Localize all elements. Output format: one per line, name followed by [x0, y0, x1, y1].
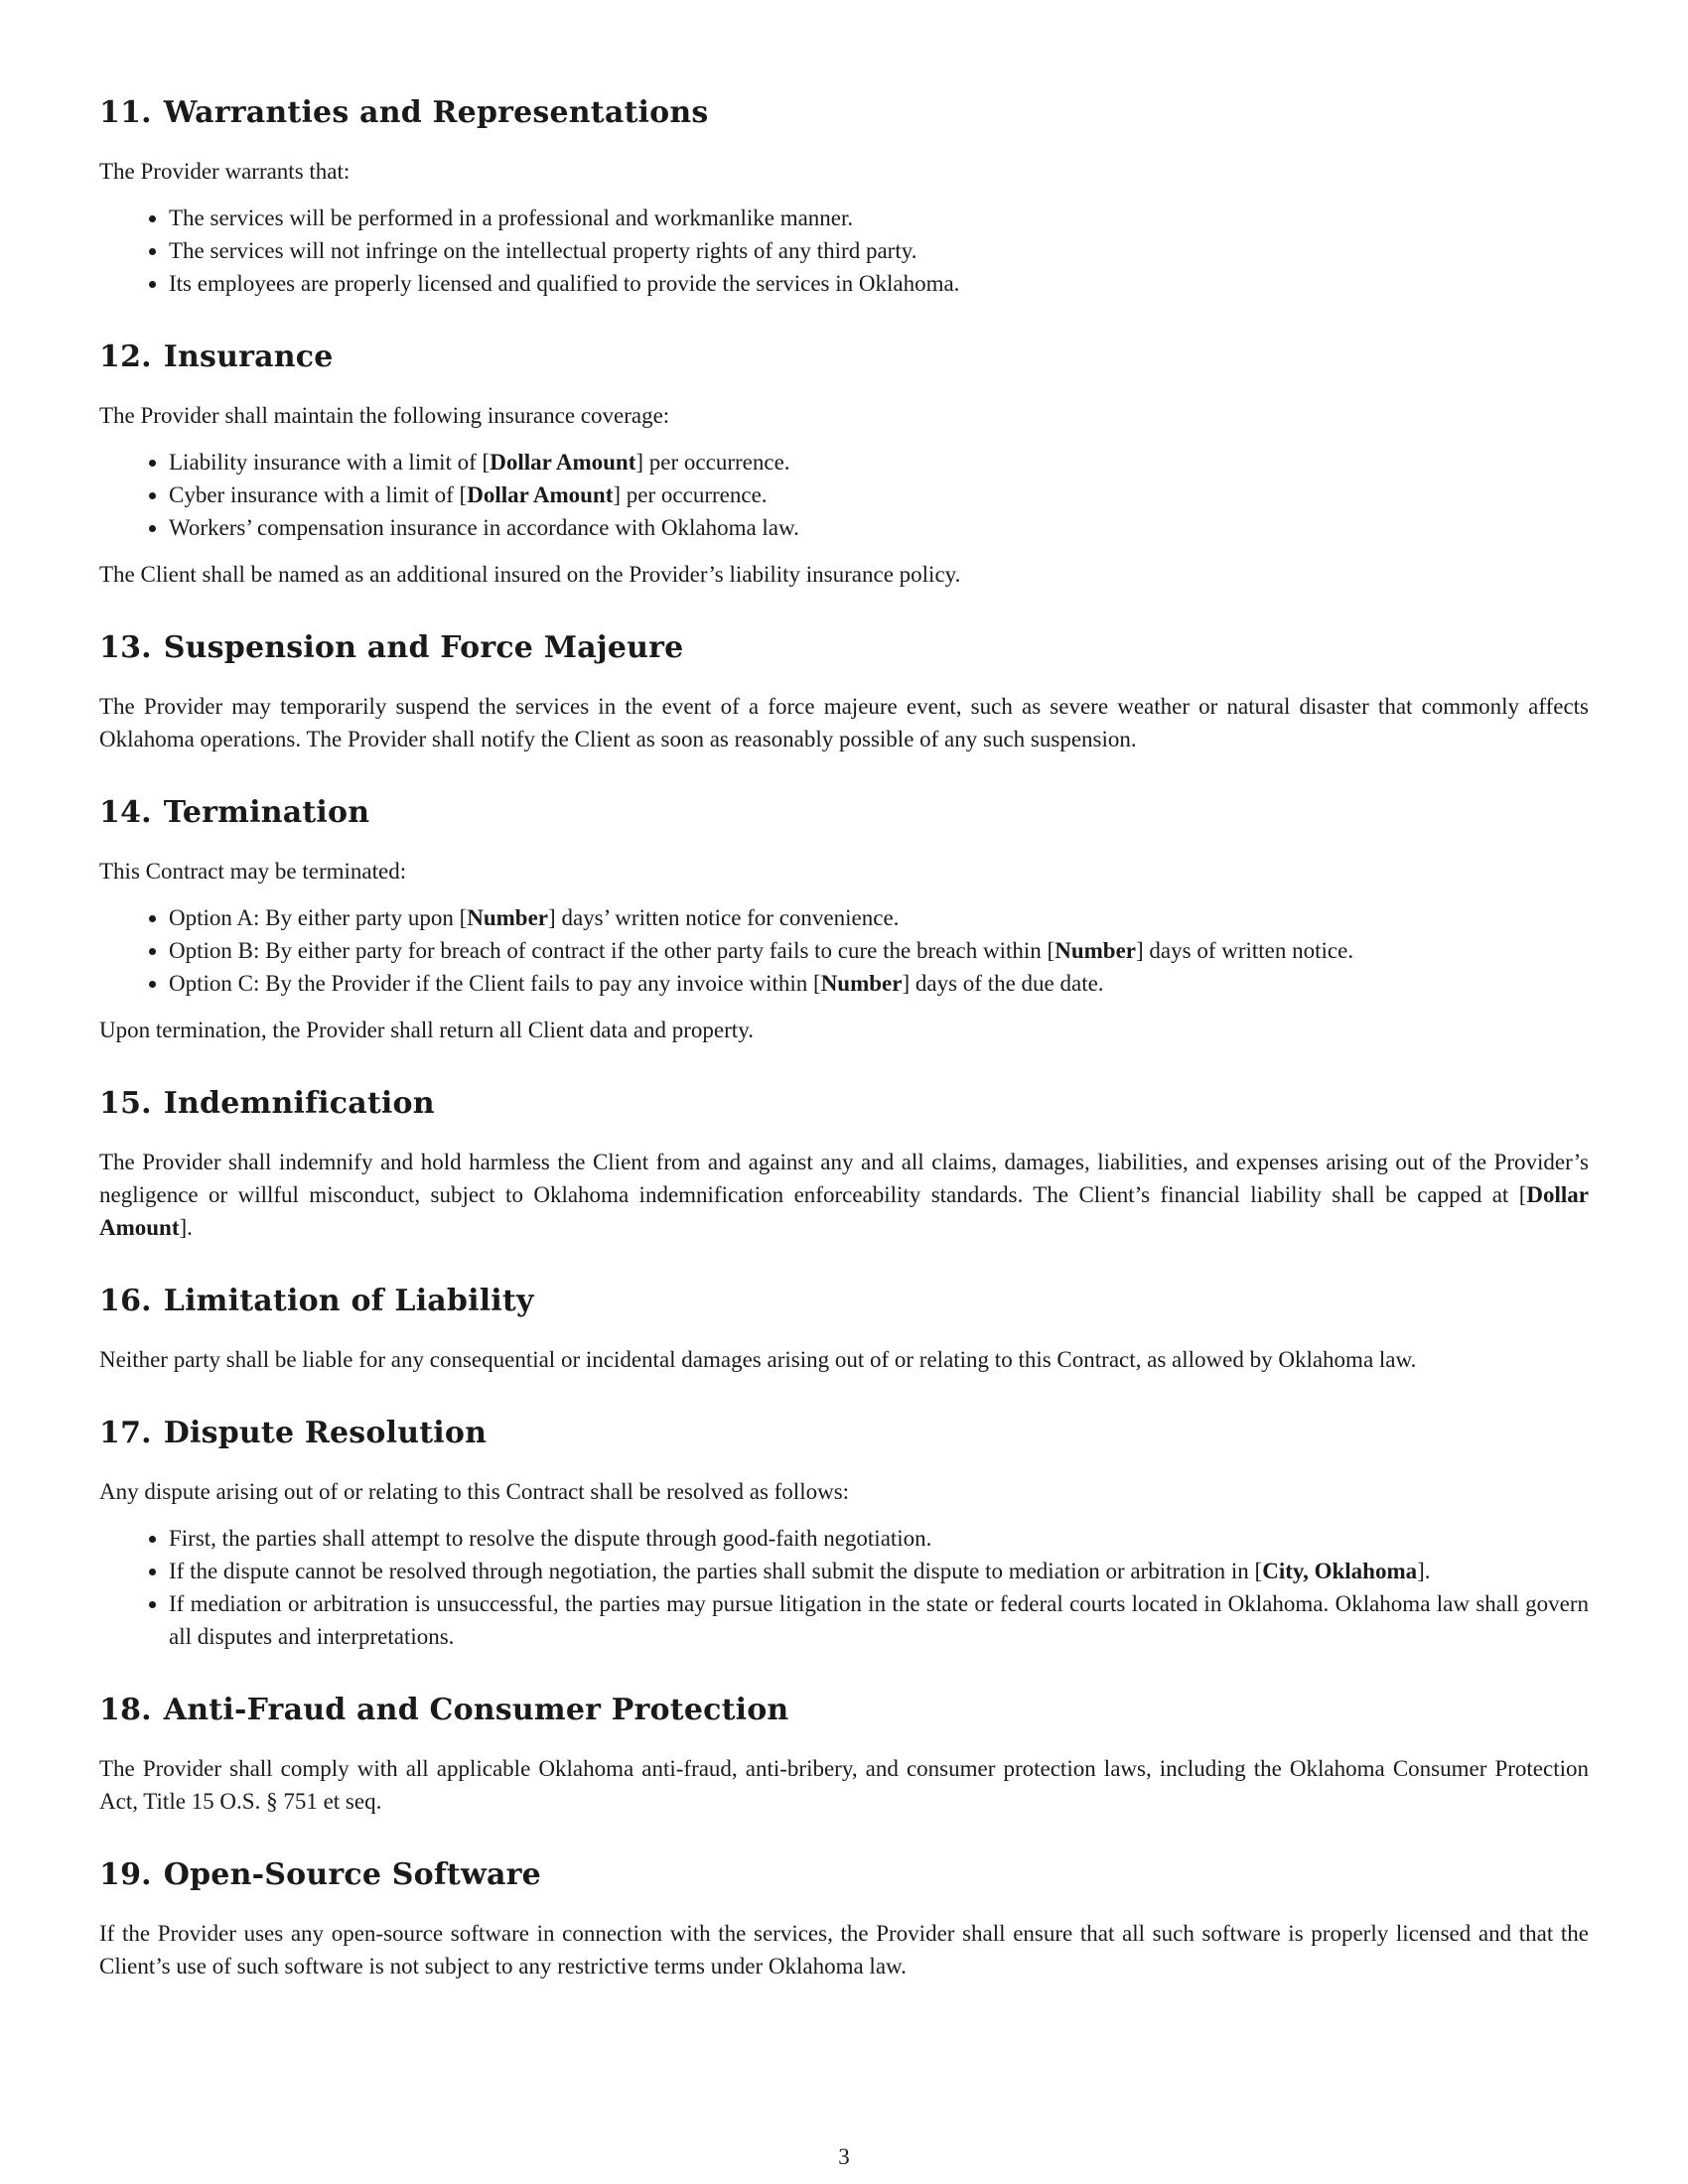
- placeholder-field: Dollar Amount: [99, 1182, 1589, 1240]
- bullet-list: [99, 901, 1589, 1000]
- section-heading: [99, 1082, 1589, 1126]
- section-paragraph: Any dispute arising out of or relating to this Contract shall be resolved as follows:: [99, 1479, 850, 1504]
- list-item: • Option A: By either party upon [Number] days’ written notice for convenience.: [169, 901, 1589, 934]
- section-closing-paragraph: The Client shall be named as an additional insured on the Provider’s liability insurance policy.: [99, 562, 961, 587]
- bullet-list: [99, 202, 1589, 300]
- placeholder-field: Dollar Amount: [490, 450, 636, 475]
- list-item: • First, the parties shall attempt to resolve the dispute through good-faith negotiation.: [169, 1522, 1589, 1555]
- section-11: [99, 91, 1589, 336]
- section-number: 17.: [99, 1416, 152, 1450]
- page-number: 3: [838, 2144, 850, 2169]
- section-title: Limitation of Liability: [163, 1284, 534, 1318]
- list-item: • If mediation or arbitration is unsuccessful, the parties may pursue litigation in the state or federal courts located in Oklahoma. Oklahoma law shall govern all disputes and interpretations.: [169, 1587, 1589, 1653]
- list-item: • Its employees are properly licensed and qualified to provide the services in Oklahoma.: [169, 267, 1589, 300]
- section-heading: [99, 1689, 1589, 1732]
- list-item: • The services will not infringe on the intellectual property rights of any third party.: [169, 234, 1589, 267]
- list-item: • If the dispute cannot be resolved through negotiation, the parties shall submit the dispute to mediation or arbitration in [City, Oklahoma].: [169, 1555, 1589, 1587]
- list-item: • Workers’ compensation insurance in accordance with Oklahoma law.: [169, 511, 1589, 544]
- section-paragraph: Neither party shall be liable for any consequential or incidental damages arising out of or relating to this Contract, as allowed by Oklahoma law.: [99, 1347, 1417, 1372]
- list-item: • Option B: By either party for breach of contract if the other party fails to cure the breach within [Number] days of written notice.: [169, 934, 1589, 967]
- section-number: 12.: [99, 340, 152, 374]
- section-title: Indemnification: [163, 1086, 435, 1121]
- section-number: 13.: [99, 630, 152, 665]
- section-paragraph: The Provider shall maintain the following insurance coverage:: [99, 403, 670, 428]
- section-title: Open-Source Software: [163, 1857, 541, 1892]
- section-number: 16.: [99, 1284, 152, 1318]
- placeholder-field: Number: [820, 971, 903, 996]
- section-title: Warranties and Representations: [163, 95, 709, 130]
- section-title: Suspension and Force Majeure: [163, 630, 684, 665]
- section-heading: [99, 1412, 1589, 1455]
- section-number: 18.: [99, 1693, 152, 1727]
- section-heading: [99, 91, 1589, 135]
- section-19: [99, 1853, 1589, 2018]
- section-14: [99, 791, 1589, 1082]
- section-heading: [99, 1853, 1589, 1897]
- section-title: Dispute Resolution: [163, 1416, 488, 1450]
- section-paragraph: This Contract may be terminated:: [99, 859, 407, 884]
- placeholder-field: Number: [467, 905, 549, 930]
- section-number: 11.: [99, 95, 152, 130]
- section-paragraph: The Provider warrants that:: [99, 159, 351, 184]
- list-item: • Cyber insurance with a limit of [Dollar Amount] per occurrence.: [169, 478, 1589, 511]
- placeholder-field: Dollar Amount: [467, 482, 614, 507]
- bullet-list: [99, 446, 1589, 544]
- section-15: [99, 1082, 1589, 1280]
- section-title: Anti-Fraud and Consumer Protection: [163, 1693, 789, 1727]
- section-paragraph: The Provider shall indemnify and hold harmless the Client from and against any and all claims, damages, liabilities, and expenses arising out of the Provider’s negligence or willful misconduct, subject to Oklahoma indemnification enforceability standards. The Client’s financial liability shall be capped at [Dollar Amount].: [99, 1150, 1589, 1240]
- list-item: • Option C: By the Provider if the Client fails to pay any invoice within [Number] days of the due date.: [169, 967, 1589, 1000]
- section-number: 14.: [99, 795, 152, 830]
- section-18: [99, 1689, 1589, 1853]
- section-paragraph: The Provider shall comply with all applicable Oklahoma anti-fraud, anti-bribery, and consumer protection laws, including the Oklahoma Consumer Protection Act, Title 15 O.S. § 751 et seq.: [99, 1756, 1589, 1814]
- document-body: [99, 91, 1589, 2018]
- section-number: 19.: [99, 1857, 152, 1892]
- section-number: 15.: [99, 1086, 152, 1121]
- placeholder-field: Number: [1055, 938, 1136, 963]
- section-title: Termination: [163, 795, 370, 830]
- section-heading: [99, 1280, 1589, 1323]
- list-item: • Liability insurance with a limit of [Dollar Amount] per occurrence.: [169, 446, 1589, 478]
- section-17: [99, 1412, 1589, 1689]
- section-16: [99, 1280, 1589, 1412]
- bullet-list: [99, 1522, 1589, 1653]
- section-heading: [99, 626, 1589, 670]
- section-heading: [99, 791, 1589, 835]
- section-paragraph: The Provider may temporarily suspend the services in the event of a force majeure event, such as severe weather or natural disaster that commonly affects Oklahoma operations. The Provider shall notify the Client as soon as reasonably possible of any such suspension.: [99, 694, 1589, 751]
- section-heading: [99, 336, 1589, 379]
- list-item: • The services will be performed in a professional and workmanlike manner.: [169, 202, 1589, 234]
- section-closing-paragraph: Upon termination, the Provider shall return all Client data and property.: [99, 1018, 754, 1042]
- placeholder-field: City, Oklahoma: [1262, 1559, 1418, 1583]
- section-13: [99, 626, 1589, 791]
- section-paragraph: If the Provider uses any open-source software in connection with the services, the Provider shall ensure that all such software is properly licensed and that the Client’s use of such software is not subject to any restrictive terms under Oklahoma law.: [99, 1921, 1589, 1979]
- section-title: Insurance: [163, 340, 334, 374]
- section-12: [99, 336, 1589, 626]
